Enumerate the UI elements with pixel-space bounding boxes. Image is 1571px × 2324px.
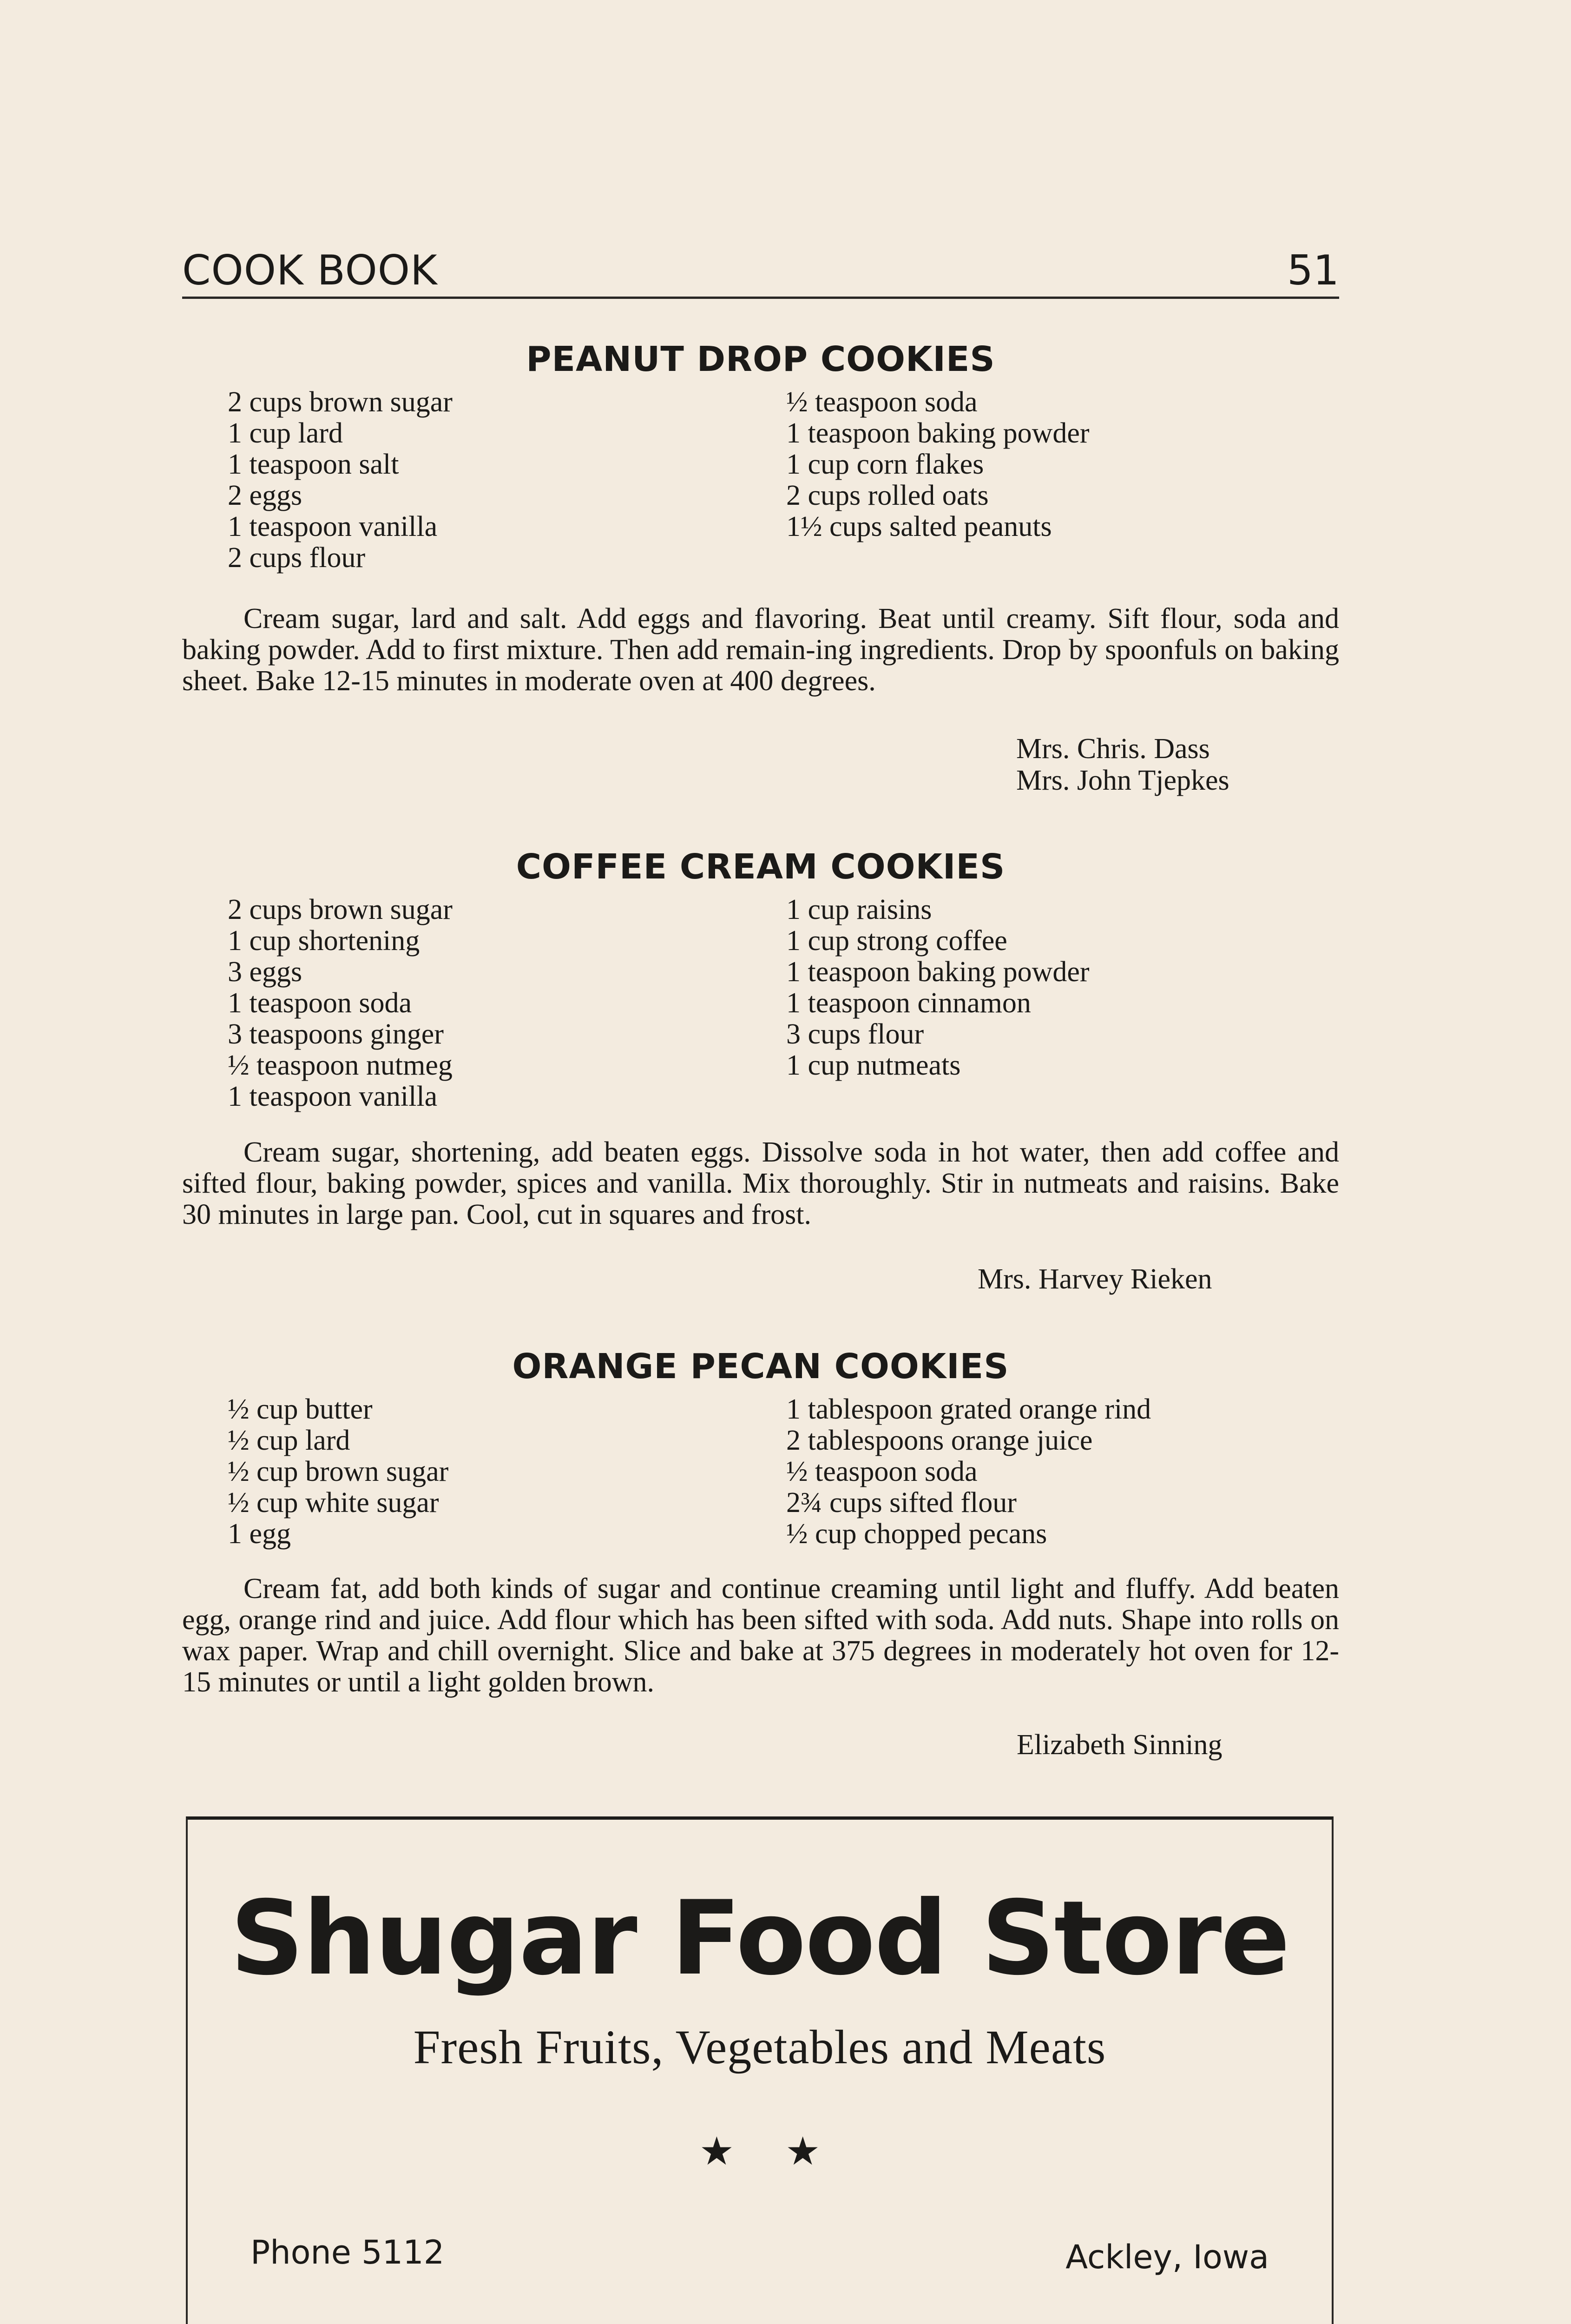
ingredient: ½ cup white sugar <box>228 1487 439 1519</box>
store-tagline: Fresh Fruits, Vegetables and Meats <box>413 2020 1106 2074</box>
recipe-method: Cream sugar, lard and salt. Add eggs and flavoring. Beat until creamy. Sift flour, soda and baking powder. Add to first mixture. Then add remain-ing ingredients. Drop by spoonfuls on baking sheet. Bake 12-15 minutes in moderate oven at 400 degrees. <box>182 603 1339 697</box>
ingredient: 1 teaspoon baking powder <box>786 956 1090 988</box>
ingredient: 2 tablespoons orange juice <box>786 1425 1093 1456</box>
ingredient-list <box>182 1394 1339 1550</box>
recipe-coffee-cream-cookies <box>182 841 1339 1295</box>
store-advertisement <box>186 1816 1334 2324</box>
recipe-method: Cream sugar, shortening, add beaten eggs. Dissolve soda in hot water, then add coffee and sifted flour, baking powder, spices and vanilla. Mix thoroughly. Stir in nutmeats and raisins. Bake 30 minutes in large pan. Cool, cut in squares and frost. <box>182 1136 1339 1230</box>
ingredient: 1 teaspoon soda <box>228 987 412 1019</box>
ingredient: ½ cup chopped pecans <box>786 1518 1047 1550</box>
ingredient: 1 tablespoon grated orange rind <box>786 1393 1151 1425</box>
recipe-title: PEANUT DROP COOKIES <box>526 339 995 379</box>
store-name: Shugar Food Store <box>230 1879 1289 1998</box>
ingredient: 3 eggs <box>228 956 302 988</box>
ingredient: 2 cups brown sugar <box>228 386 453 418</box>
ingredient: 1 cup strong coffee <box>786 925 1007 957</box>
running-header <box>182 242 1339 299</box>
ingredient: 2 cups brown sugar <box>228 894 453 925</box>
ingredients-right-column <box>786 894 1090 1081</box>
recipe-title: COFFEE CREAM COOKIES <box>516 847 1006 887</box>
ingredient: 2 cups rolled oats <box>786 480 989 511</box>
contributor: Mrs. Harvey Rieken <box>978 1263 1212 1295</box>
ingredients-right-column <box>786 1394 1151 1550</box>
ingredient: 1½ cups salted peanuts <box>786 511 1052 542</box>
ingredients-left-column <box>228 387 453 574</box>
ingredient: 1 cup corn flakes <box>786 449 984 480</box>
ingredient: 1 cup shortening <box>228 925 420 957</box>
ingredient: 1 cup nutmeats <box>786 1050 961 1081</box>
ingredient: 1 teaspoon vanilla <box>228 511 438 542</box>
ingredient: ½ cup butter <box>228 1393 373 1425</box>
ingredient: 1 teaspoon baking powder <box>786 417 1090 449</box>
store-location: Ackley, Iowa <box>1065 2238 1269 2276</box>
ingredient: 3 cups flour <box>786 1018 924 1050</box>
store-phone: Phone 5112 <box>250 2233 445 2271</box>
ingredient: ½ teaspoon soda <box>786 386 978 418</box>
contributor: Mrs. John Tjepkes <box>1016 765 1229 796</box>
star-ornament-icon: ★★ <box>699 2130 872 2173</box>
ingredient-list <box>182 387 1339 574</box>
recipe-orange-pecan-cookies <box>182 1341 1339 1761</box>
ingredients-left-column <box>228 1394 448 1550</box>
ingredient: 1 cup lard <box>228 417 343 449</box>
ingredient: 1 egg <box>228 1518 291 1550</box>
ingredient: 3 teaspoons ginger <box>228 1018 444 1050</box>
recipe-method: Cream fat, add both kinds of sugar and continue creaming until light and fluffy. Add beaten egg, orange rind and juice. Add flour which has been sifted with soda. Add nuts. Shape into rolls on wax paper. Wrap and chill overnight. Slice and bake at 375 degrees in moderately hot oven for 12-15 minutes or until a light golden brown. <box>182 1573 1339 1698</box>
ingredient: 1 cup raisins <box>786 894 932 925</box>
ingredients-right-column <box>786 387 1090 542</box>
ingredient: 1 teaspoon salt <box>228 449 399 480</box>
ingredient: ½ teaspoon soda <box>786 1456 978 1487</box>
contributor: Elizabeth Sinning <box>1017 1729 1223 1761</box>
page-number: 51 <box>1287 246 1339 294</box>
ingredient: 2 eggs <box>228 480 302 511</box>
contributor: Mrs. Chris. Dass <box>1016 733 1210 765</box>
ingredient: ½ teaspoon nutmeg <box>228 1050 453 1081</box>
ingredient: ½ cup lard <box>228 1425 350 1456</box>
ingredient: ½ cup brown sugar <box>228 1456 449 1487</box>
ingredient: 1 teaspoon cinnamon <box>786 987 1031 1019</box>
recipe-peanut-drop-cookies <box>182 334 1339 796</box>
ingredient: 2¾ cups sifted flour <box>786 1487 1017 1519</box>
ingredients-left-column <box>228 894 453 1112</box>
book-title: COOK BOOK <box>182 246 438 294</box>
ingredient: 1 teaspoon vanilla <box>228 1081 438 1112</box>
ingredient: 2 cups flour <box>228 542 366 574</box>
ingredient-list <box>182 894 1339 1112</box>
recipe-title: ORANGE PECAN COOKIES <box>512 1347 1009 1386</box>
